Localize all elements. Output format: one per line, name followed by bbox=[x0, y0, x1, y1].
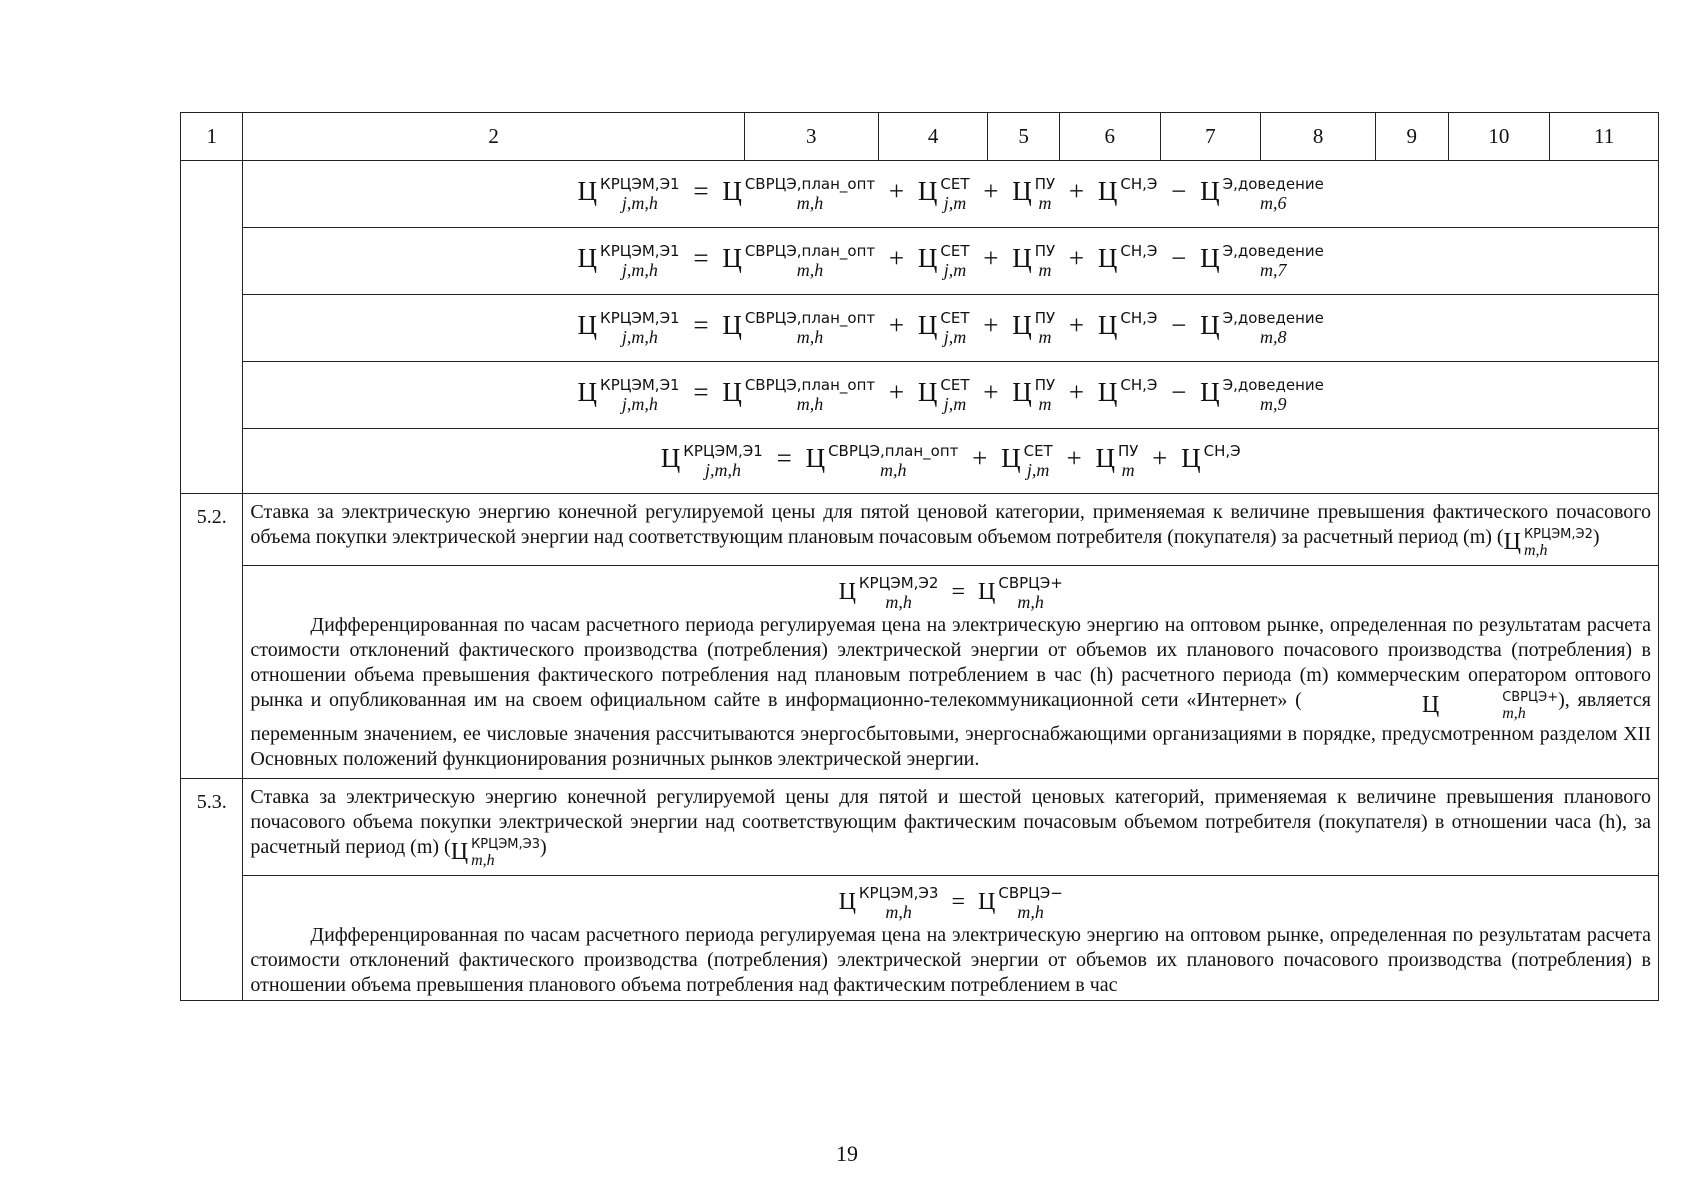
superscript: КРЦЭМ,Э2 bbox=[1523, 526, 1593, 542]
price-symbol: Ц bbox=[577, 377, 598, 408]
subscript bbox=[1120, 328, 1157, 346]
subscript: j,m,h bbox=[621, 259, 658, 280]
price-symbol: Ц bbox=[805, 443, 826, 474]
table-row bbox=[181, 565, 1659, 778]
column-header: 6 bbox=[1059, 113, 1160, 161]
price-symbol: Ц bbox=[450, 838, 469, 865]
plus-sign: + bbox=[1068, 243, 1085, 274]
equals-sign: = bbox=[951, 579, 965, 605]
price-symbol: Ц bbox=[722, 243, 742, 274]
price-symbol: Ц bbox=[577, 176, 598, 207]
subscript: j,m,h bbox=[621, 192, 658, 213]
subscript: j,m,h bbox=[705, 459, 742, 480]
column-header: 8 bbox=[1261, 113, 1376, 161]
formula-row bbox=[181, 295, 1659, 362]
equals-sign: = bbox=[693, 310, 709, 341]
superscript: ПУ bbox=[1034, 241, 1056, 260]
minus-sign: − bbox=[1171, 310, 1187, 341]
plus-sign: + bbox=[1068, 310, 1085, 341]
subscript bbox=[1120, 261, 1157, 279]
price-symbol: Ц bbox=[722, 176, 742, 207]
plus-sign: + bbox=[1068, 176, 1085, 207]
column-header: 3 bbox=[744, 113, 878, 161]
closing-paren: ) bbox=[540, 835, 547, 858]
price-symbol: Ц bbox=[1200, 377, 1220, 408]
plus-sign: + bbox=[983, 243, 999, 274]
description-part: ), является переменным значением, ее числовые значения рассчитываются энергосбытовыми, энергоснабжающими организациями в порядке, предусмотренном разделом XII Основных положений функционирования розничных рынков электрической энергии. bbox=[250, 688, 1651, 770]
price-symbol: Ц bbox=[577, 243, 598, 274]
plus-sign: + bbox=[1152, 443, 1168, 474]
subscript: m,h bbox=[885, 901, 912, 922]
subscript: m,9 bbox=[1260, 393, 1287, 414]
column-header: 7 bbox=[1160, 113, 1261, 161]
row-number-empty bbox=[181, 161, 243, 494]
equals-sign: = bbox=[693, 243, 709, 274]
column-header: 11 bbox=[1550, 113, 1659, 161]
superscript: СН,Э bbox=[1120, 375, 1158, 394]
superscript: СН,Э bbox=[1203, 441, 1241, 460]
row-number: 5.3. bbox=[196, 790, 227, 813]
superscript: КРЦЭМ,Э1 bbox=[600, 375, 680, 394]
formula-row bbox=[181, 429, 1659, 494]
plus-sign: + bbox=[1066, 443, 1082, 474]
formula-cell bbox=[243, 161, 1659, 228]
subscript: j,m bbox=[943, 192, 967, 213]
row-number-cell bbox=[181, 494, 243, 779]
price-symbol: Ц bbox=[978, 579, 996, 605]
formula-row bbox=[181, 362, 1659, 429]
column-header: 5 bbox=[988, 113, 1059, 161]
plus-sign: + bbox=[972, 443, 988, 474]
price-symbol: Ц bbox=[722, 377, 742, 408]
inline-formula bbox=[1504, 528, 1593, 559]
price-symbol: Ц bbox=[1421, 691, 1440, 718]
superscript: КРЦЭМ,Э3 bbox=[471, 836, 540, 852]
price-symbol: Ц bbox=[1097, 377, 1118, 408]
superscript: ПУ bbox=[1034, 375, 1056, 394]
equals-sign: = bbox=[693, 176, 709, 207]
price-symbol: Ц bbox=[1200, 243, 1220, 274]
price-symbol: Ц bbox=[1001, 443, 1021, 474]
price-symbol: Ц bbox=[1012, 377, 1032, 408]
equals-sign: = bbox=[776, 443, 792, 474]
price-symbol: Ц bbox=[577, 310, 598, 341]
subscript: m bbox=[1121, 459, 1135, 480]
table-row bbox=[181, 494, 1659, 566]
subscript: m,h bbox=[1017, 901, 1044, 922]
price-symbol: Ц bbox=[1181, 443, 1201, 474]
minus-sign: − bbox=[1171, 243, 1187, 274]
price-symbol: Ц bbox=[838, 888, 856, 915]
superscript: КРЦЭМ,Э1 bbox=[683, 441, 763, 460]
formula-cell bbox=[243, 429, 1659, 494]
table-row bbox=[181, 875, 1659, 1000]
superscript: СН,Э bbox=[1120, 174, 1158, 193]
subscript: j,m bbox=[943, 326, 967, 347]
superscript: СЕТ bbox=[940, 308, 970, 327]
price-symbol: Ц bbox=[722, 310, 742, 341]
subscript: m,h bbox=[471, 851, 495, 869]
section-text: Ставка за электрическую энергию конечной регулируемой цены для пятой ценовой категории, применяемая к величине превышения фактического почасового объема покупки электрической энергии над соответствующим плановым почасовым объемом потребителя (покупателя) за расчетный период (m) ( bbox=[250, 501, 1651, 548]
superscript: Э,доведение bbox=[1222, 241, 1324, 260]
superscript: КРЦЭМ,Э1 bbox=[600, 174, 680, 193]
superscript: СЕТ bbox=[1023, 441, 1053, 460]
subscript: j,m bbox=[943, 393, 967, 414]
price-symbol: Ц bbox=[917, 243, 938, 274]
plus-sign: + bbox=[983, 377, 999, 408]
row-number-cell bbox=[181, 778, 243, 1000]
plus-sign: + bbox=[888, 377, 905, 408]
minus-sign: − bbox=[1171, 377, 1187, 408]
column-header-row bbox=[181, 113, 1659, 161]
table-row bbox=[181, 778, 1659, 875]
superscript: СЕТ bbox=[940, 241, 970, 260]
subscript: m,h bbox=[1523, 541, 1548, 559]
superscript: СВРЦЭ+ bbox=[998, 573, 1063, 592]
section-5-2-description bbox=[243, 565, 1659, 778]
formula-cell bbox=[243, 228, 1659, 295]
superscript: СЕТ bbox=[940, 174, 970, 193]
inline-formula bbox=[1302, 691, 1558, 722]
price-symbol: Ц bbox=[917, 377, 938, 408]
plus-sign: + bbox=[888, 243, 905, 274]
equals-sign: = bbox=[951, 888, 965, 915]
superscript: КРЦЭМ,Э1 bbox=[600, 241, 680, 260]
formula-cell bbox=[243, 295, 1659, 362]
subscript: m,h bbox=[796, 326, 824, 347]
price-symbol: Ц bbox=[1200, 176, 1220, 207]
superscript: КРЦЭМ,Э2 bbox=[858, 573, 939, 592]
row-number: 5.2. bbox=[196, 506, 227, 528]
formula-e2 bbox=[250, 573, 1651, 612]
subscript bbox=[1204, 461, 1241, 479]
section-5-2-title bbox=[243, 494, 1659, 566]
section-5-3-description bbox=[243, 875, 1659, 1000]
column-header: 4 bbox=[878, 113, 988, 161]
price-symbol: Ц bbox=[660, 443, 681, 474]
tariff-table bbox=[180, 112, 1659, 1001]
subscript: m bbox=[1038, 259, 1052, 280]
price-symbol: Ц bbox=[1012, 176, 1032, 207]
description-text: Дифференцированная по часам расчетного периода регулируемая цена на электрическую энергию на оптовом рынке, определенная по результатам расчета стоимости отклонений фактического производства (потребления) электрической энергии от объемов их планового почасового производства (потребления) в отношении объема превышения планового объема потребления над фактическим потреблением в час bbox=[250, 923, 1651, 996]
plus-sign: + bbox=[983, 310, 999, 341]
superscript: СЕТ bbox=[940, 375, 970, 394]
equals-sign: = bbox=[693, 377, 709, 408]
price-symbol: Ц bbox=[1097, 176, 1118, 207]
subscript: m bbox=[1038, 326, 1052, 347]
superscript: КРЦЭМ,Э3 bbox=[858, 883, 939, 902]
subscript: m,h bbox=[796, 393, 824, 414]
superscript: КРЦЭМ,Э1 bbox=[600, 308, 680, 327]
formula-row bbox=[181, 228, 1659, 295]
subscript: m,h bbox=[1017, 591, 1044, 612]
price-symbol: Ц bbox=[1097, 310, 1118, 341]
superscript: СВРЦЭ,план_опт bbox=[744, 241, 876, 260]
superscript: СН,Э bbox=[1120, 241, 1158, 260]
superscript: Э,доведение bbox=[1222, 308, 1324, 327]
subscript: j,m,h bbox=[621, 326, 658, 347]
subscript: m,h bbox=[796, 192, 824, 213]
price-symbol: Ц bbox=[1503, 529, 1521, 555]
plus-sign: + bbox=[888, 310, 905, 341]
subscript: m,h bbox=[796, 259, 824, 280]
column-header: 1 bbox=[181, 113, 243, 161]
subscript: m bbox=[1038, 393, 1052, 414]
formula-e3 bbox=[250, 883, 1651, 922]
column-header: 10 bbox=[1448, 113, 1550, 161]
formula-e1-dovedenie bbox=[577, 308, 1324, 347]
minus-sign: − bbox=[1171, 176, 1187, 207]
column-header: 2 bbox=[243, 113, 744, 161]
subscript: j,m,h bbox=[621, 393, 658, 414]
superscript: СВРЦЭ+ bbox=[1502, 689, 1559, 705]
subscript: m,h bbox=[885, 591, 912, 612]
price-symbol: Ц bbox=[1012, 243, 1032, 274]
formula-e1 bbox=[660, 441, 1241, 480]
plus-sign: + bbox=[983, 176, 999, 207]
formula-row bbox=[181, 161, 1659, 228]
price-symbol: Ц bbox=[1095, 443, 1115, 474]
superscript: СВРЦЭ,план_опт bbox=[744, 174, 876, 193]
column-header: 9 bbox=[1376, 113, 1448, 161]
superscript: Э,доведение bbox=[1222, 174, 1324, 193]
subscript: j,m bbox=[1026, 459, 1050, 480]
superscript: СВРЦЭ,план_опт bbox=[744, 375, 876, 394]
subscript: j,m bbox=[943, 259, 967, 280]
price-symbol: Ц bbox=[917, 310, 938, 341]
superscript: ПУ bbox=[1117, 441, 1139, 460]
superscript: СВРЦЭ− bbox=[998, 883, 1063, 902]
superscript: ПУ bbox=[1034, 174, 1056, 193]
superscript: СН,Э bbox=[1120, 308, 1158, 327]
subscript: m,6 bbox=[1260, 192, 1287, 213]
superscript: ПУ bbox=[1034, 308, 1056, 327]
subscript: m bbox=[1038, 192, 1052, 213]
price-symbol: Ц bbox=[1012, 310, 1032, 341]
subscript: m,8 bbox=[1260, 326, 1287, 347]
closing-paren: ) bbox=[1592, 526, 1600, 548]
section-text: Ставка за электрическую энергию конечной регулируемой цены для пятой и шестой ценовых категорий, применяемая к величине превышения планового почасового объема покупки электрической энергии над соответствующим фактическим почасовым объемом потребителя (покупателя) в отношении часа (h), за расчетный период (m) ( bbox=[250, 785, 1651, 858]
section-5-3-title bbox=[243, 778, 1659, 875]
price-symbol: Ц bbox=[917, 176, 938, 207]
superscript: СВРЦЭ,план_опт bbox=[828, 441, 959, 460]
inline-formula bbox=[451, 838, 540, 869]
description-part: Дифференцированная по часам расчетного периода регулируемая цена на электрическую энергию на оптовом рынке, определенная по результатам расчета стоимости отклонений фактического производства (потребления) электрической энергии от объемов их планового почасового производства (потребления) в отношении объема превышения фактического потребления над плановым потреблением в час (h) расчетного периода (m) коммерческим оператором оптового рынка и опубликованная им на своем официальном сайте в информационно-телекоммуникационной сети «Интернет» ( bbox=[250, 613, 1651, 711]
description-text bbox=[250, 613, 1651, 772]
formula-e1-dovedenie bbox=[577, 174, 1324, 213]
formula-e1-dovedenie bbox=[577, 375, 1324, 414]
subscript: m,7 bbox=[1260, 259, 1287, 280]
price-symbol: Ц bbox=[1097, 243, 1118, 274]
plus-sign: + bbox=[1068, 377, 1085, 408]
subscript: m,h bbox=[1502, 704, 1526, 722]
subscript bbox=[1120, 194, 1157, 212]
formula-e1-dovedenie bbox=[577, 241, 1324, 280]
price-symbol: Ц bbox=[978, 888, 996, 915]
page-number: 19 bbox=[836, 1141, 858, 1166]
superscript: Э,доведение bbox=[1222, 375, 1324, 394]
price-symbol: Ц bbox=[838, 579, 856, 605]
subscript: m,h bbox=[879, 459, 907, 480]
subscript bbox=[1120, 395, 1157, 413]
price-symbol: Ц bbox=[1200, 310, 1220, 341]
superscript: СВРЦЭ,план_опт bbox=[744, 308, 876, 327]
formula-cell bbox=[243, 362, 1659, 429]
plus-sign: + bbox=[888, 176, 905, 207]
